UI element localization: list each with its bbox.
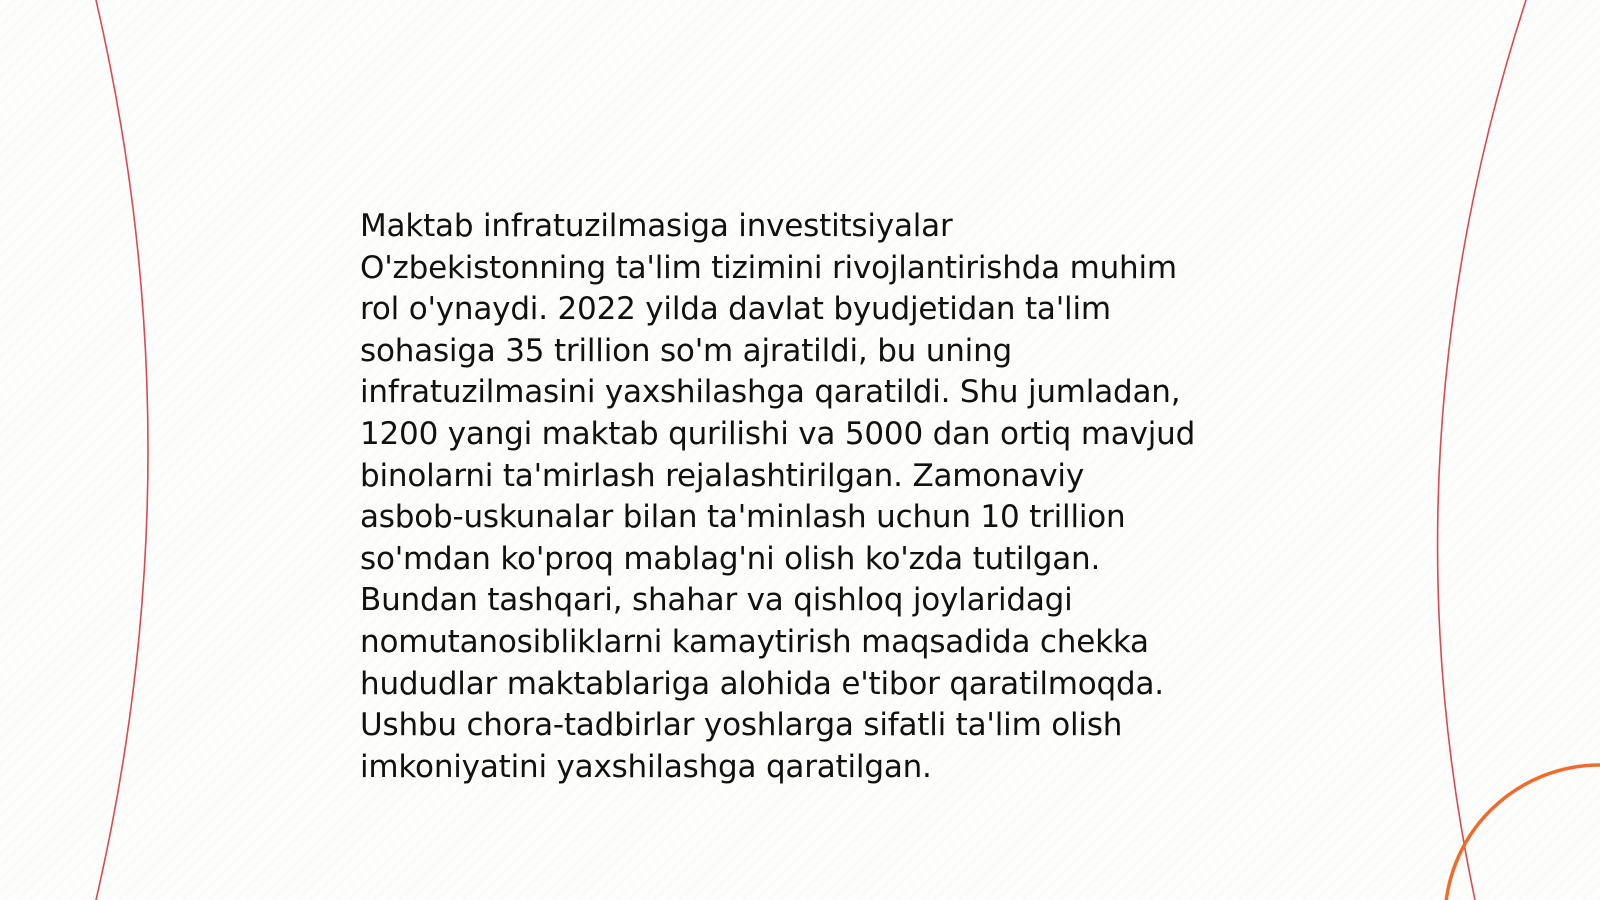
text-line: imkoniyatini yaxshilashga qaratilgan. bbox=[360, 748, 932, 785]
text-line: binolarni ta'mirlash rejalashtirilgan. Zamonaviy bbox=[360, 457, 1084, 494]
text-line: 1200 yangi maktab qurilishi va 5000 dan ortiq mavjud bbox=[360, 415, 1196, 452]
text-line: so'mdan ko'proq mablag'ni olish ko'zda tutilgan. bbox=[360, 540, 1101, 577]
text-line: rol o'ynaydi. 2022 yilda davlat byudjetidan ta'lim bbox=[360, 291, 1111, 328]
text-line: nomutanosibliklarni kamaytirish maqsadida chekka bbox=[360, 623, 1149, 660]
text-line: O'zbekistonning ta'lim tizimini rivojlantirishda muhim bbox=[360, 249, 1177, 286]
text-line: asbob-uskunalar bilan ta'minlash uchun 10 trillion bbox=[360, 499, 1126, 536]
slide-body-text bbox=[360, 206, 1260, 788]
text-line: Bundan tashqari, shahar va qishloq joylaridagi bbox=[360, 582, 1073, 619]
text-line: sohasiga 35 trillion so'm ajratildi, bu uning bbox=[360, 332, 1013, 369]
right-curve bbox=[1438, 0, 1526, 900]
text-line: Maktab infratuzilmasiga investitsiyalar bbox=[360, 208, 953, 244]
text-line: Ushbu chora-tadbirlar yoshlarga sifatli ta'lim olish bbox=[360, 707, 1123, 744]
left-curve bbox=[96, 0, 148, 900]
accent-arc bbox=[1445, 765, 1600, 900]
text-line: infratuzilmasini yaxshilashga qaratildi. Shu jumladan, bbox=[360, 374, 1181, 411]
text-line: hududlar maktablariga alohida e'tibor qaratilmoqda. bbox=[360, 665, 1164, 702]
